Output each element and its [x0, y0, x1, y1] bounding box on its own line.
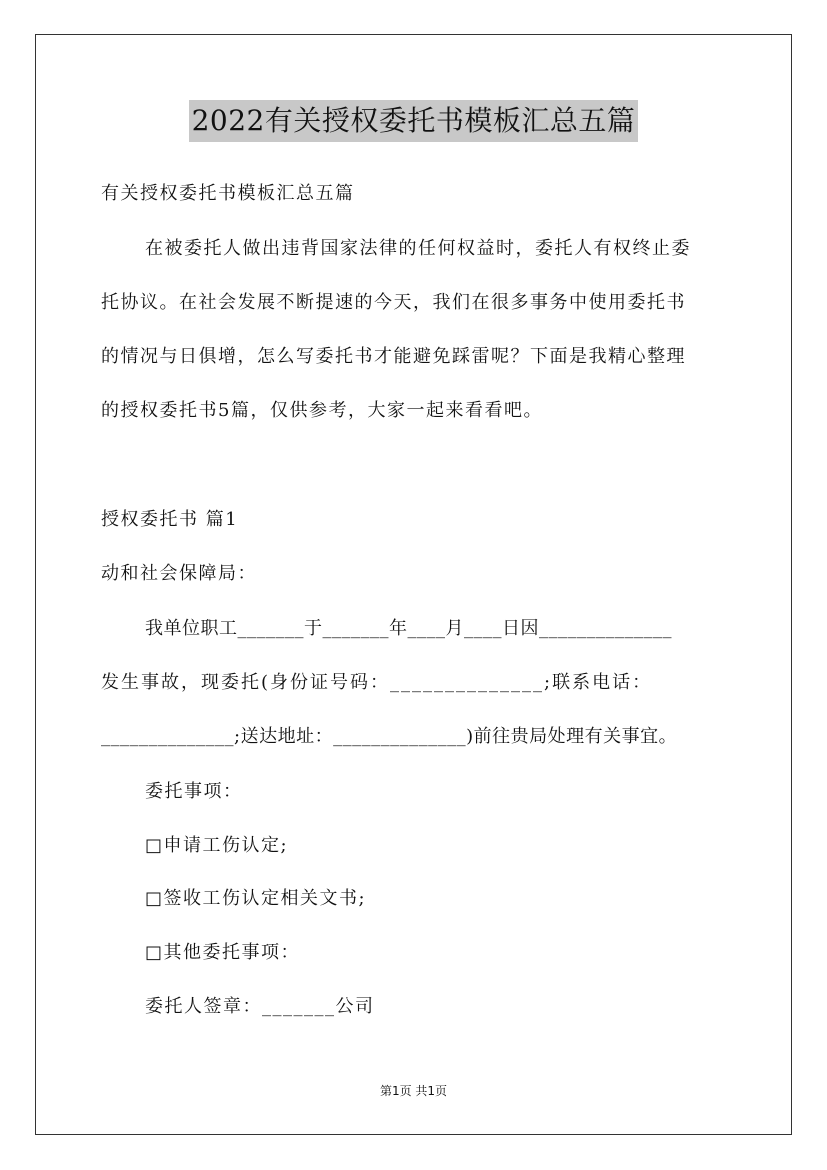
body-line-2: 发生事故，现委托(身份证号码：______________;联系电话： — [101, 672, 653, 693]
intro-line-3: 的情况与日俱增，怎么写委托书才能避免踩雷呢？下面是我精心整理 — [101, 346, 686, 367]
intro-line-4: 的授权委托书5篇，仅供参考，大家一起来看看吧。 — [101, 400, 543, 421]
intro-line-1: 在被委托人做出违背国家法律的任何权益时，委托人有权终止委 — [145, 238, 691, 259]
checkbox-item-3: □其他委托事项： — [145, 942, 301, 963]
body-line-1: 我单位职工_______于_______年____月____日因______________ — [145, 618, 672, 639]
body-line-3: ______________;送达地址：______________)前往贵局处理有关事宜。 — [101, 726, 678, 747]
document-title: 2022有关授权委托书模板汇总五篇 — [189, 100, 639, 142]
title-container — [0, 100, 827, 142]
checkbox-item-2: □签收工伤认定相关文书; — [145, 888, 367, 909]
document-subtitle: 有关授权委托书模板汇总五篇 — [101, 183, 355, 204]
checkbox-item-1: □申请工伤认定; — [145, 835, 289, 856]
section-heading: 授权委托书 篇1 — [101, 509, 239, 530]
intro-line-2: 托协议。在社会发展不断提速的今天，我们在很多事务中使用委托书 — [101, 292, 686, 313]
matters-label: 委托事项： — [145, 781, 243, 802]
page-footer: 第1页 共1页 — [379, 1084, 448, 1098]
addressee: 动和社会保障局： — [101, 563, 257, 584]
signature-line: 委托人签章：_______公司 — [145, 996, 375, 1017]
